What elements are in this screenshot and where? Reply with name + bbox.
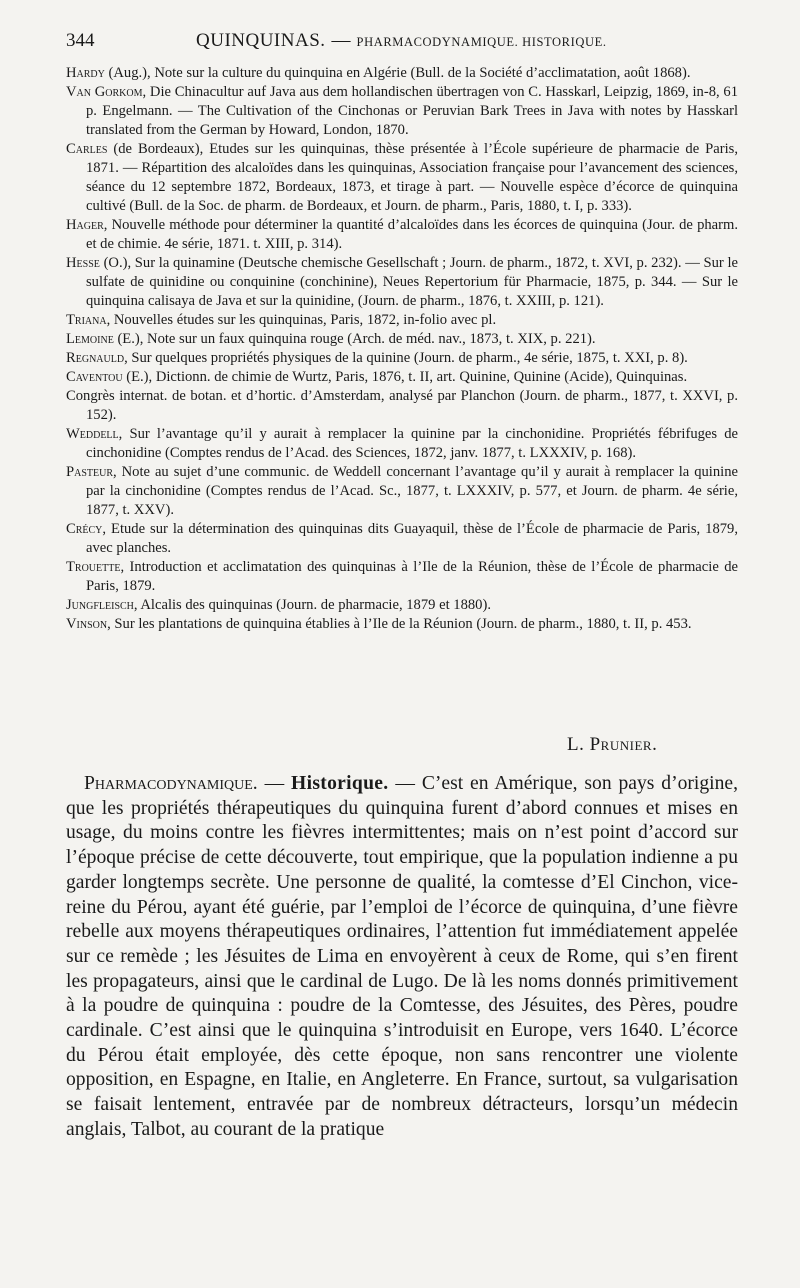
bibliography-entry	[66, 558, 738, 596]
paragraph-text: — C’est en Amérique, son pays d’origine, que les propriétés thérapeutiques du quinquina furent d’abord connues et mises en usage, du moins contre les fièvres intermittentes; mais on n’est point d’accord sur l’époque précise de cette découverte, tout empirique, que la population indienne a pu garder longtemps secrète. Une personne de qualité, la comtesse d’El Cinchon, vice-reine du Pérou, ayant été guérie, par l’emploi de l’écorce de quinquina, d’une fièvre rebelle aux moyens thérapeutiques ordinaires, l’attention fut immédiatement appelée sur ce remède ; les Jésuites de Lima en envoyèrent à ceux de Rome, qui s’en firent les propagateurs, ainsi que le cardinal de Lugo. De là les noms donnés primitivement à la poudre de quinquina : poudre de la Comtesse, des Jésuites, des Pères, poudre cardinale. C’est ainsi que le quinquina s’introduisit en Europe, vers 1640. L’écorce du Pérou était employée, dès cette époque, non sans rencontrer une violente opposition, en Espagne, en Italie, en Angleterre. En France, surtout, sa vulgarisation se faisait lentement, entravée par de nombreux détracteurs, lorsqu’un médecin anglais, Talbot, au courant de la pratique	[66, 773, 739, 1140]
running-head: QUINQUINAS.	[196, 30, 326, 51]
entry-text: , Sur les plantations de quinquina établies à l’Ile de la Réunion (Journ. de pharm., 1880, t. II, p. 453.	[107, 616, 692, 632]
entry-text: (Aug.), Note sur la culture du quinquina en Algérie (Bull. de la Société d’acclimatation, août 1868).	[104, 65, 691, 81]
entry-author: Triana	[66, 312, 107, 328]
entry-text: , Nouvelle méthode pour déterminer la quantité d’alcaloïdes dans les écorces de quinquina (Jour. de pharm. et de chimie. 4e série, 1871. t. XIII, p. 314).	[86, 217, 738, 252]
entry-text: (de Bordeaux), Etudes sur les quinquinas, thèse présentée à l’École supérieure de pharmacie de Paris, 1871. — Répartition des alcaloïdes dans les quinquinas, Association française pour l’avancement des sciences, séance du 12 septembre 1872, Bordeaux, 1873, et tirage à part. — Nouvelle espèce d’écorce de quinquina cultivé (Bull. de la Soc. de pharm. de Bordeaux, et Journ. de pharm., Paris, 1880, t. I, p. 333).	[86, 141, 738, 214]
entry-author: Hesse	[66, 255, 100, 271]
entry-author: Jungfleisch	[66, 597, 134, 613]
bibliography-entry	[66, 311, 738, 330]
entry-text: (O.), Sur la quinamine (Deutsche chemische Gesellschaft ; Journ. de pharm., 1872, t. XVI, p. 232). — Sur le sulfate de quinidine ou conquinine (conchinine), Neues Repertorium für Pharmacie, 1875, p. 344. — Sur le quinquina calisaya de Java et sur la quinidine, (Journ. de pharm., 1876, t. XXIII, p. 121).	[86, 255, 738, 309]
entry-text: , Nouvelles études sur les quinquinas, Paris, 1872, in-folio avec pl.	[106, 312, 497, 328]
bibliography-entry	[66, 463, 738, 520]
section-title: Historique.	[291, 773, 389, 794]
bibliography-entry	[66, 596, 738, 615]
entry-author: Vinson	[66, 616, 108, 632]
entry-text: Congrès internat. de botan. et d’hortic. d’Amsterdam, analysé par Planchon (Journ. de pharm., 1877, t. XXVI, p. 152).	[66, 388, 738, 423]
bibliography-entry	[66, 425, 738, 463]
entry-text: (E.), Dictionn. de chimie de Wurtz, Paris, 1876, t. II, art. Quinine, Quinine (Acide), Quinquinas.	[122, 369, 688, 385]
entry-author: Weddell	[66, 426, 119, 442]
bibliography-entry	[66, 520, 738, 558]
entry-author: Hardy	[66, 65, 105, 81]
entry-text: (E.), Note sur un faux quinquina rouge (Arch. de méd. nav., 1873, t. XIX, p. 221).	[113, 331, 596, 347]
bibliography-entry	[66, 330, 738, 349]
bibliography-entry	[66, 254, 738, 311]
entry-author: Pasteur	[66, 464, 114, 480]
entry-author: Carles	[66, 141, 108, 157]
entry-author: Trouette	[66, 559, 121, 575]
entry-author: Crécy	[66, 521, 103, 537]
bibliography-entry	[66, 140, 738, 216]
entry-author: Regnauld	[66, 350, 125, 366]
bibliography-entry	[66, 615, 738, 634]
section-lead-in: Pharmacodynamique.	[84, 773, 258, 794]
bibliography-entry	[66, 387, 738, 425]
entry-text: , Etude sur la détermination des quinquinas dits Guayaquil, thèse de l’École de pharmacie de Paris, 1879, avec planches.	[86, 521, 738, 556]
entry-author: Van Gorkom	[66, 84, 143, 100]
signature-name: Prunier.	[589, 734, 658, 755]
entry-text: , Introduction et acclimatation des quinquinas à l’Ile de la Réunion, thèse de l’École de pharmacie de Paris, 1879.	[86, 559, 738, 594]
bibliography-entry	[66, 216, 738, 254]
running-subhead: PHARMACODYNAMIQUE. HISTORIQUE.	[356, 35, 607, 49]
header-dash: —	[331, 30, 351, 51]
bibliography-list	[66, 64, 738, 634]
entry-text: , Note au sujet d’une communic. de Weddell concernant l’avantage qu’il y aurait à remplacer la quinine par la cinchonidine (Comptes rendus de l’Acad. Sc., 1877, t. LXXXIV, p. 577, et Journ. de pharm. 4e série, 1877, t. XXV).	[86, 464, 738, 518]
page-header	[66, 30, 780, 52]
entry-author: Hager	[66, 217, 104, 233]
entry-author: Lemoine	[66, 331, 114, 347]
entry-author: Caventou	[66, 369, 123, 385]
entry-text: , Alcalis des quinquinas (Journ. de pharmacie, 1879 et 1880).	[133, 597, 491, 613]
bibliography-entry	[66, 64, 738, 83]
bibliography-entry	[66, 83, 738, 140]
entry-text: , Die Chinacultur auf Java aus dem hollandischen übertragen von C. Hasskarl, Leipzig, 1869, in-8, 61 p. Engelmann. — The Cultivation of the Cinchonas or Peruvian Bark Trees in Java with notes by Hasskarl translated from the German by Howard, London, 1870.	[86, 84, 738, 138]
signature-initial: L.	[567, 734, 585, 755]
bibliography-entry	[66, 349, 738, 368]
lead-dash: —	[264, 773, 285, 794]
page-number: 344	[66, 30, 95, 51]
entry-text: , Sur quelques propriétés physiques de la quinine (Journ. de pharm., 4e série, 1875, t. XXI, p. 8).	[124, 350, 688, 366]
author-signature	[567, 734, 657, 756]
entry-text: , Sur l’avantage qu’il y aurait à remplacer la quinine par la cinchonidine. Propriétés fébrifuges de cinchonidine (Comptes rendus de l’Acad. des Sciences, 1872, janv. 1877, t. LXXXIV, p. 168).	[86, 426, 738, 461]
body-paragraph	[66, 772, 738, 1143]
bibliography-entry	[66, 368, 738, 387]
